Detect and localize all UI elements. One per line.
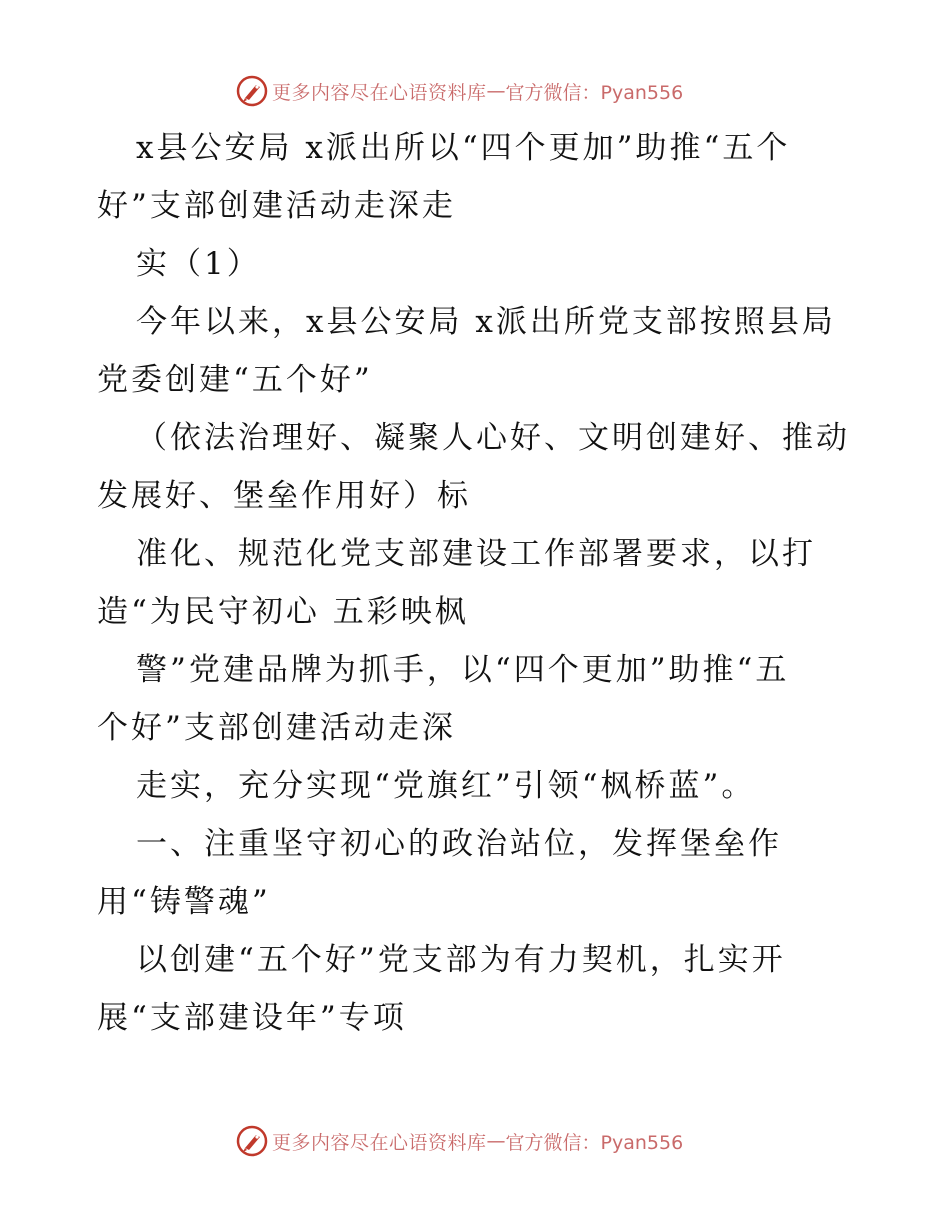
watermark-brand-text: 更多内容尽在心语资料库 [272,81,487,104]
document-line: 发展好、堡垒作用好）标 [97,478,471,514]
watermark-contact-text: 官方微信：Pyan556 [505,81,684,104]
pen-nib-logo-icon [236,75,268,107]
section-heading-line: 用“铸警魂” [97,884,271,920]
document-line: 展“支部建设年”专项 [97,1000,407,1036]
document-line: 以创建“五个好”党支部为有力契机，扎实开 [136,942,786,978]
document-line: 个好”支部创建活动走深 [97,710,456,746]
pen-nib-logo-icon [236,1125,268,1157]
document-line: 准化、规范化党支部建设工作部署要求，以打 [136,536,816,572]
footer-watermark [236,1124,683,1158]
document-line: 走实，充分实现“党旗红”引领“枫桥蓝”。 [136,768,756,804]
watermark-separator: — [486,80,506,102]
header-watermark [236,74,683,108]
watermark-separator: — [486,1130,506,1152]
watermark-contact-text: 官方微信：Pyan556 [505,1131,684,1154]
document-line: x县公安局 x派出所以“四个更加”助推“五个 [136,130,791,166]
document-line: 警”党建品牌为抓手，以“四个更加”助推“五 [136,652,790,688]
document-line: 好”支部创建活动走深走 [97,188,456,224]
watermark-brand-text: 更多内容尽在心语资料库 [272,1131,487,1154]
document-line: 今年以来，x县公安局 x派出所党支部按照县局 [136,304,836,340]
section-heading-line: 一、注重坚守初心的政治站位，发挥堡垒作 [136,826,782,862]
document-line: 实（1） [136,246,261,282]
document-line: 造“为民守初心 五彩映枫 [97,594,469,630]
document-line: 党委创建“五个好” [97,362,373,398]
document-line: （依法治理好、凝聚人心好、文明创建好、推动 [136,420,850,456]
